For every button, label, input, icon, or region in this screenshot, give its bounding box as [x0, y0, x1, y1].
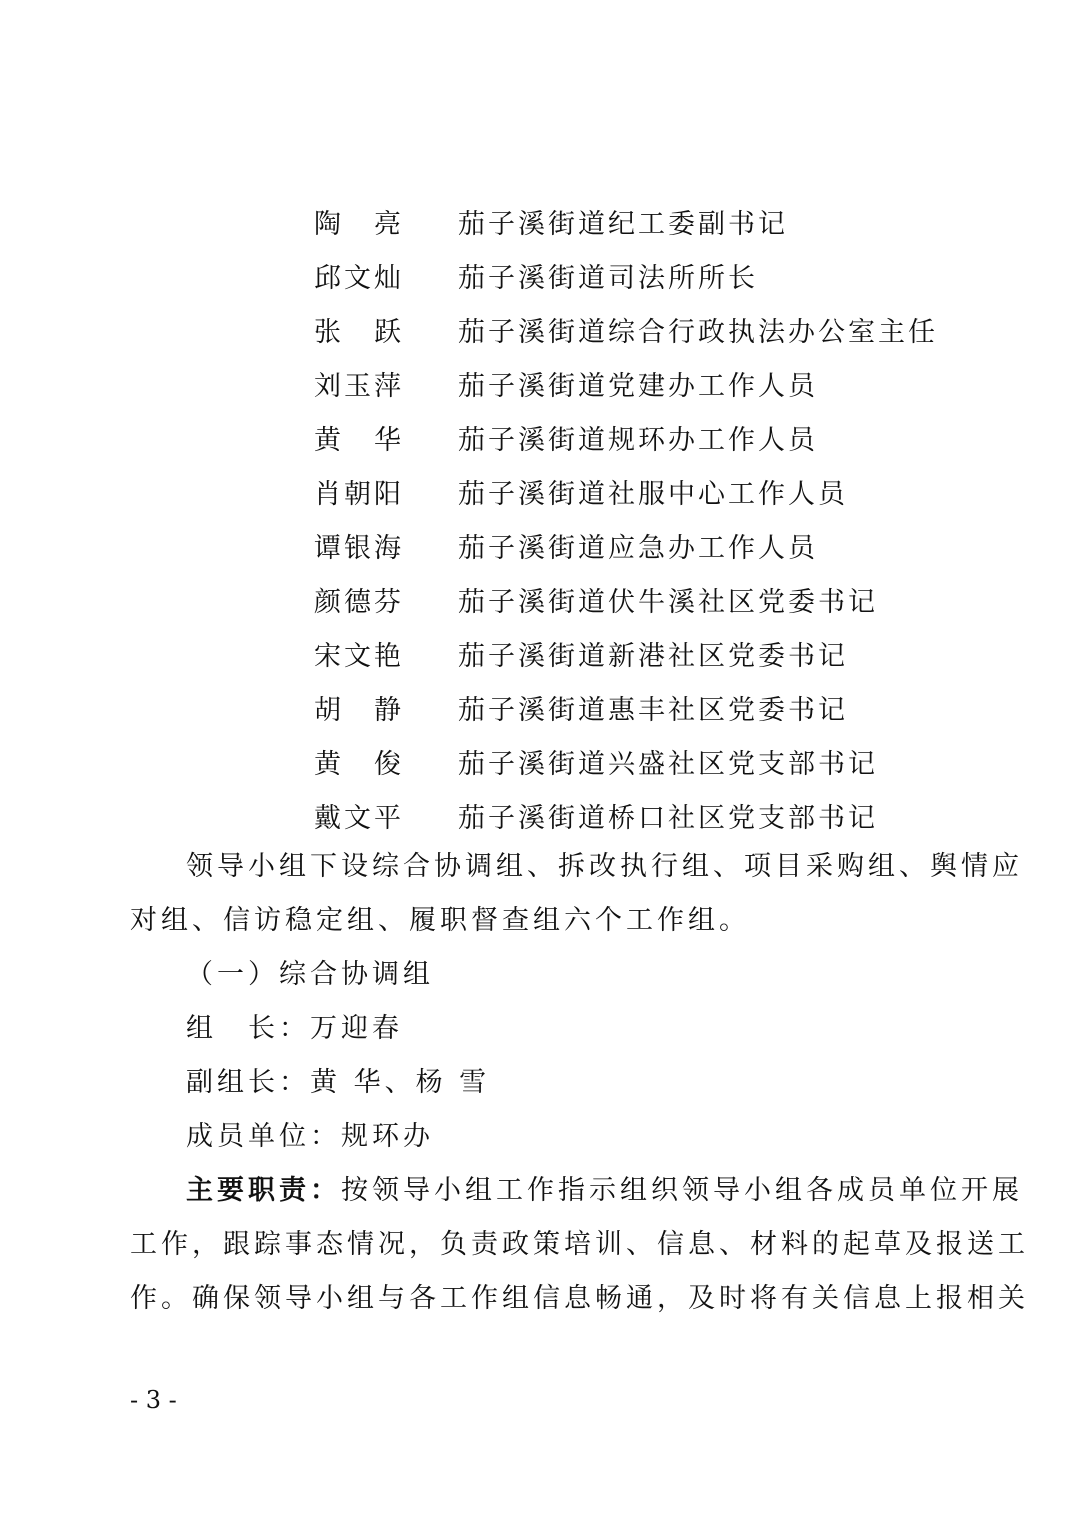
member-name: 戴文平	[314, 802, 404, 834]
duties-label: 主要职责：	[186, 1175, 341, 1206]
member-row	[314, 626, 954, 680]
groups-intro-line-2: 对组、信访稳定组、履职督查组六个工作组。	[130, 905, 750, 936]
member-row	[314, 356, 954, 410]
duties-line-2: 工作，跟踪事态情况，负责政策培训、信息、材料的起草及报送工	[130, 1229, 1029, 1260]
member-row	[314, 248, 954, 302]
member-name: 黄 俊	[314, 748, 404, 780]
member-name: 肖朝阳	[314, 478, 404, 510]
member-role: 茄子溪街道司法所所长	[458, 262, 758, 294]
member-name: 宋文艳	[314, 640, 404, 672]
member-role: 茄子溪街道规环办工作人员	[458, 424, 818, 456]
member-row	[314, 734, 954, 788]
member-name: 刘玉萍	[314, 370, 404, 402]
member-role: 茄子溪街道党建办工作人员	[458, 370, 818, 402]
member-row	[314, 302, 954, 356]
member-row	[314, 464, 954, 518]
member-role: 茄子溪街道社服中心工作人员	[458, 478, 848, 510]
member-role: 茄子溪街道惠丰社区党委书记	[458, 694, 848, 726]
page-number: - 3 -	[130, 1386, 177, 1414]
member-list	[314, 194, 954, 842]
member-role: 茄子溪街道应急办工作人员	[458, 532, 818, 564]
member-role: 茄子溪街道纪工委副书记	[458, 208, 788, 240]
member-name: 陶 亮	[314, 208, 404, 240]
member-row	[314, 410, 954, 464]
duties-line-3: 作。确保领导小组与各工作组信息畅通，及时将有关信息上报相关	[130, 1283, 1029, 1314]
member-row	[314, 194, 954, 248]
member-name: 谭银海	[314, 532, 404, 564]
member-row	[314, 680, 954, 734]
member-role: 茄子溪街道兴盛社区党支部书记	[458, 748, 878, 780]
member-name: 张 跃	[314, 316, 404, 348]
groups-intro-line-1: 领导小组下设综合协调组、拆改执行组、项目采购组、舆情应	[186, 851, 1023, 882]
member-role: 茄子溪街道新港社区党委书记	[458, 640, 848, 672]
section-heading: （一）综合协调组	[186, 959, 434, 990]
member-role: 茄子溪街道综合行政执法办公室主任	[458, 316, 938, 348]
duties-line-1	[186, 1173, 1023, 1209]
member-role: 茄子溪街道桥口社区党支部书记	[458, 802, 878, 834]
member-row	[314, 572, 954, 626]
member-units: 成员单位：规环办	[186, 1121, 434, 1152]
member-name: 胡 静	[314, 694, 404, 726]
duties-text: 按领导小组工作指示组织领导小组各成员单位开展	[341, 1175, 1023, 1206]
member-row	[314, 788, 954, 842]
group-leader: 组 长：万迎春	[186, 1013, 403, 1044]
member-name: 邱文灿	[314, 262, 404, 294]
deputy-leaders: 副组长：黄 华、杨 雪	[186, 1067, 491, 1098]
member-name: 颜德芬	[314, 586, 404, 618]
member-name: 黄 华	[314, 424, 404, 456]
member-row	[314, 518, 954, 572]
member-role: 茄子溪街道伏牛溪社区党委书记	[458, 586, 878, 618]
